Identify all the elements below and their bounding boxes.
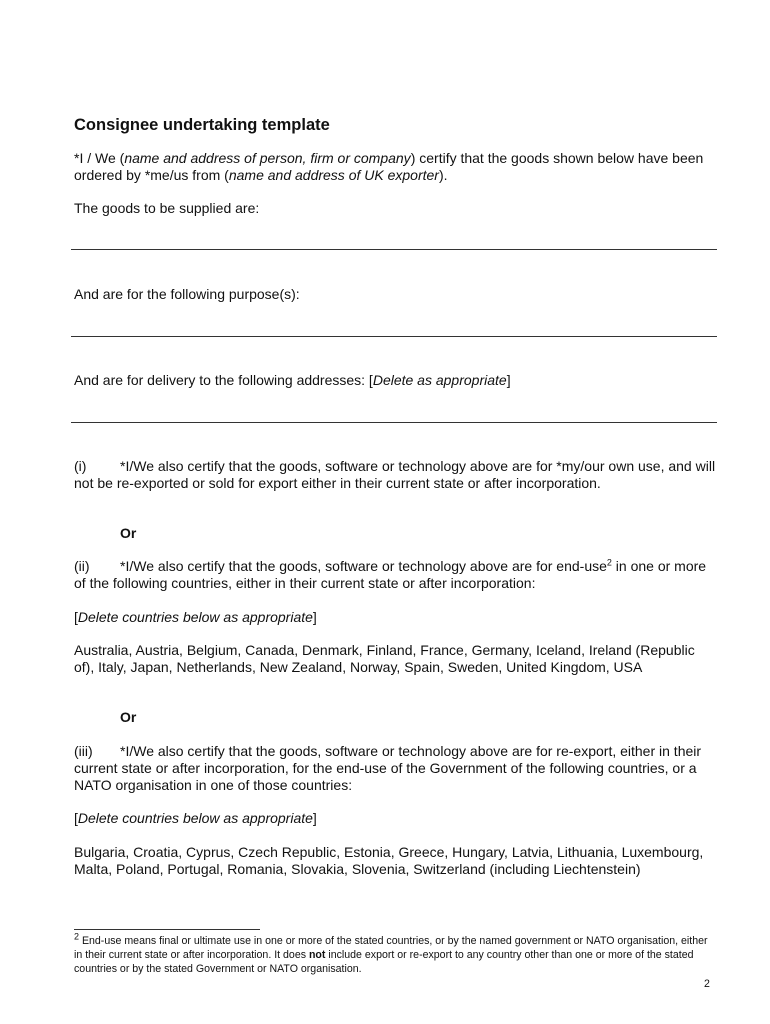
option-ii-label: (ii) bbox=[74, 558, 90, 574]
delivery-input-line[interactable] bbox=[71, 422, 717, 423]
option-ii-paragraph: (ii) *I/We also certify that the goods, software or technology above are for end-use$^2$ in one or more of the following countries, either in their current state or after incorporation: bbox=[74, 557, 707, 591]
option-i-paragraph: (i) *I/We also certify that the goods, software or technology above are for *my/our own use, and will not be re-exported or sold for export either in their current state or after incorporation. bbox=[74, 458, 716, 491]
delivery-label: And are for delivery to the following addresses: [Delete as appropriate] bbox=[74, 372, 511, 388]
footnote-ref: 2 bbox=[606, 557, 612, 568]
goods-input-line[interactable] bbox=[71, 249, 717, 250]
page-title: Consignee undertaking template bbox=[74, 116, 330, 134]
option-iii-label: (iii) bbox=[74, 743, 93, 759]
or-separator-1: Or bbox=[120, 525, 137, 541]
delete-countries-note-1: [Delete countries below as appropriate] bbox=[74, 609, 317, 625]
option-i-label: (i) bbox=[74, 458, 87, 474]
footnote-divider bbox=[74, 929, 260, 930]
option-iii-paragraph: (iii) *I/We also certify that the goods, software or technology above are for re-export, either in their current state or after incorporation, for the end-use of the Government of the following countries, or a NATO organisation in one of those countries: bbox=[74, 743, 702, 793]
country-list-1: Australia, Austria, Belgium, Canada, Denmark, Finland, France, Germany, Iceland, Ireland (Republic of), Italy, Japan, Netherlands, New Zealand, Norway, Spain, Sweden, United Kingdom, USA bbox=[74, 642, 695, 675]
delete-countries-note-2: [Delete countries below as appropriate] bbox=[74, 810, 317, 826]
intro-paragraph: *I / We (name and address of person, firm or company) certify that the goods shown below have been ordered by *me/us from (name and address of UK exporter). bbox=[74, 150, 704, 183]
or-separator-2: Or bbox=[120, 709, 137, 725]
goods-label: The goods to be supplied are: bbox=[74, 200, 260, 216]
footnote-marker: 2 bbox=[74, 931, 80, 942]
purpose-label: And are for the following purpose(s): bbox=[74, 286, 300, 302]
purpose-input-line[interactable] bbox=[71, 336, 717, 337]
page-number: 2 bbox=[704, 978, 710, 990]
country-list-2: Bulgaria, Croatia, Cyprus, Czech Republic, Estonia, Greece, Hungary, Latvia, Lithuania, Luxembourg, Malta, Poland, Portugal, Romania, Slovakia, Slovenia, Switzerland (including Liechtenstein) bbox=[74, 844, 704, 877]
footnote: $^2$ End-use means final or ultimate use in one or more of the stated countries, or by the named government or NATO organisation, either in their current state or after incorporation. It does not include export or re-export to any country other than one or more of the stated countries or by the stated Government or NATO organisation. bbox=[74, 931, 708, 975]
